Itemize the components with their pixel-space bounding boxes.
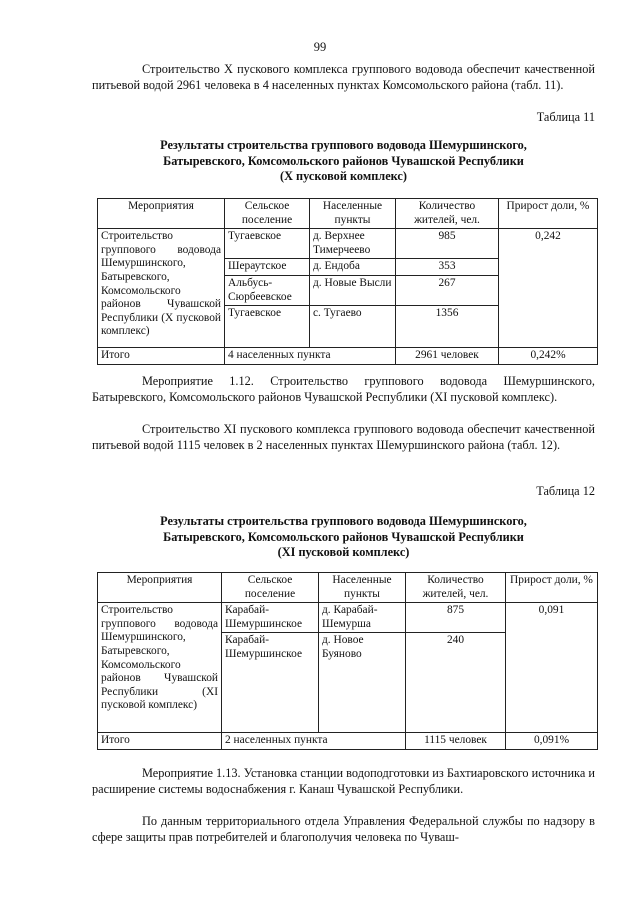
point-cell: д. Новое Буяново bbox=[319, 633, 406, 733]
header-cell: Прирост доли, % bbox=[506, 573, 598, 603]
residents-cell: 985 bbox=[396, 229, 499, 259]
header-cell: Количество жителей, чел. bbox=[396, 199, 499, 229]
table-total-row bbox=[98, 348, 598, 365]
point-cell: д. Верхнее Тимерчеево bbox=[310, 229, 396, 259]
total-growth-cell: 0,091% bbox=[506, 733, 598, 750]
table-12-title bbox=[92, 514, 595, 561]
paragraph-text: Строительство XI пускового комплекса группового водовода обеспечит качественной питьевой водой 1115 человек в 2 населенных пунктах Шемуршинского района (табл. 12). bbox=[92, 422, 595, 452]
table-12-label: Таблица 12 bbox=[536, 484, 595, 498]
header-cell: Мероприятия bbox=[98, 573, 222, 603]
paragraph-xi-complex bbox=[92, 422, 595, 454]
header-cell: Мероприятия bbox=[98, 199, 225, 229]
header-cell: Населенные пункты bbox=[310, 199, 396, 229]
title-line: Батыревского, Комсомольского районов Чувашской Республики bbox=[163, 529, 524, 544]
table-row bbox=[98, 603, 598, 633]
residents-cell: 875 bbox=[406, 603, 506, 633]
table-12 bbox=[97, 572, 598, 750]
title-line: (X пусковой комплекс) bbox=[280, 169, 407, 183]
residents-cell: 267 bbox=[396, 275, 499, 305]
paragraph-text: Мероприятие 1.12. Строительство группового водовода Шемуршинского, Батыревского, Комсомольского районов Чувашской Республики (XI пусковой комплекс). bbox=[92, 374, 595, 404]
table-11-title bbox=[92, 138, 595, 185]
settlement-cell: Карабай-Шемуршинское bbox=[222, 603, 319, 633]
total-label-cell: Итого bbox=[98, 733, 222, 750]
title-line: (XI пусковой комплекс) bbox=[277, 545, 410, 559]
title-line: Результаты строительства группового водовода Шемуршинского, bbox=[160, 138, 527, 152]
table-row bbox=[98, 229, 598, 259]
paragraph-x-complex bbox=[92, 62, 595, 94]
point-cell: д. Новые Высли bbox=[310, 275, 396, 305]
total-points-cell: 2 населенных пункта bbox=[222, 733, 406, 750]
header-cell: Прирост доли, % bbox=[499, 199, 598, 229]
paragraph-measure-1-13 bbox=[92, 766, 595, 798]
point-cell: с. Тугаево bbox=[310, 306, 396, 348]
point-cell: д. Ендоба bbox=[310, 259, 396, 276]
table-11-label: Таблица 11 bbox=[536, 110, 595, 124]
residents-cell: 240 bbox=[406, 633, 506, 733]
paragraph-text: Строительство X пускового комплекса группового водовода обеспечит качественной питьевой водой 2961 человека в 4 населенных пунктах Комсомольского района (табл. 11). bbox=[92, 62, 595, 92]
table-total-row bbox=[98, 733, 598, 750]
total-growth-cell: 0,242% bbox=[499, 348, 598, 365]
header-cell: Населенные пункты bbox=[319, 573, 406, 603]
residents-cell: 353 bbox=[396, 259, 499, 276]
settlement-cell: Карабай-Шемуршинское bbox=[222, 633, 319, 733]
header-cell: Сельское поселение bbox=[222, 573, 319, 603]
settlement-cell: Шераутское bbox=[225, 259, 310, 276]
settlement-cell: Тугаевское bbox=[225, 229, 310, 259]
total-residents-cell: 1115 человек bbox=[406, 733, 506, 750]
total-points-cell: 4 населенных пункта bbox=[225, 348, 396, 365]
paragraph-measure-1-12 bbox=[92, 374, 595, 406]
growth-cell: 0,242 bbox=[499, 229, 598, 348]
measure-cell: Строительство группового водовода Шемуршинского, Батыревского, Комсомольского районов Чувашской Республики (XI пусковой комплекс) bbox=[98, 603, 222, 733]
table-11 bbox=[97, 198, 598, 365]
table-header-row bbox=[98, 573, 598, 603]
growth-cell: 0,091 bbox=[506, 603, 598, 733]
settlement-cell: Тугаевское bbox=[225, 306, 310, 348]
paragraph-territorial-office bbox=[92, 814, 595, 846]
header-cell: Количество жителей, чел. bbox=[406, 573, 506, 603]
header-cell: Сельское поселение bbox=[225, 199, 310, 229]
total-residents-cell: 2961 человек bbox=[396, 348, 499, 365]
total-label-cell: Итого bbox=[98, 348, 225, 365]
residents-cell: 1356 bbox=[396, 306, 499, 348]
table-header-row bbox=[98, 199, 598, 229]
settlement-cell: Альбусь-Сюрбеевское bbox=[225, 275, 310, 305]
title-line: Результаты строительства группового водовода Шемуршинского, bbox=[160, 514, 527, 528]
title-line: Батыревского, Комсомольского районов Чувашской Республики bbox=[163, 153, 524, 168]
page-number: 99 bbox=[313, 40, 327, 54]
point-cell: д. Карабай-Шемурша bbox=[319, 603, 406, 633]
paragraph-text: По данным территориального отдела Управления Федеральной службы по надзору в сфере защиты прав потребителей и благополучия человека по Чуваш- bbox=[92, 814, 595, 844]
measure-cell: Строительство группового водовода Шемуршинского, Батыревского, Комсомольского районов Чувашской Республики (X пусковой комплекс) bbox=[98, 229, 225, 348]
paragraph-text: Мероприятие 1.13. Установка станции водоподготовки из Бахтиаровского источника и расширение системы водоснабжения г. Канаш Чувашской Республики. bbox=[92, 766, 595, 796]
